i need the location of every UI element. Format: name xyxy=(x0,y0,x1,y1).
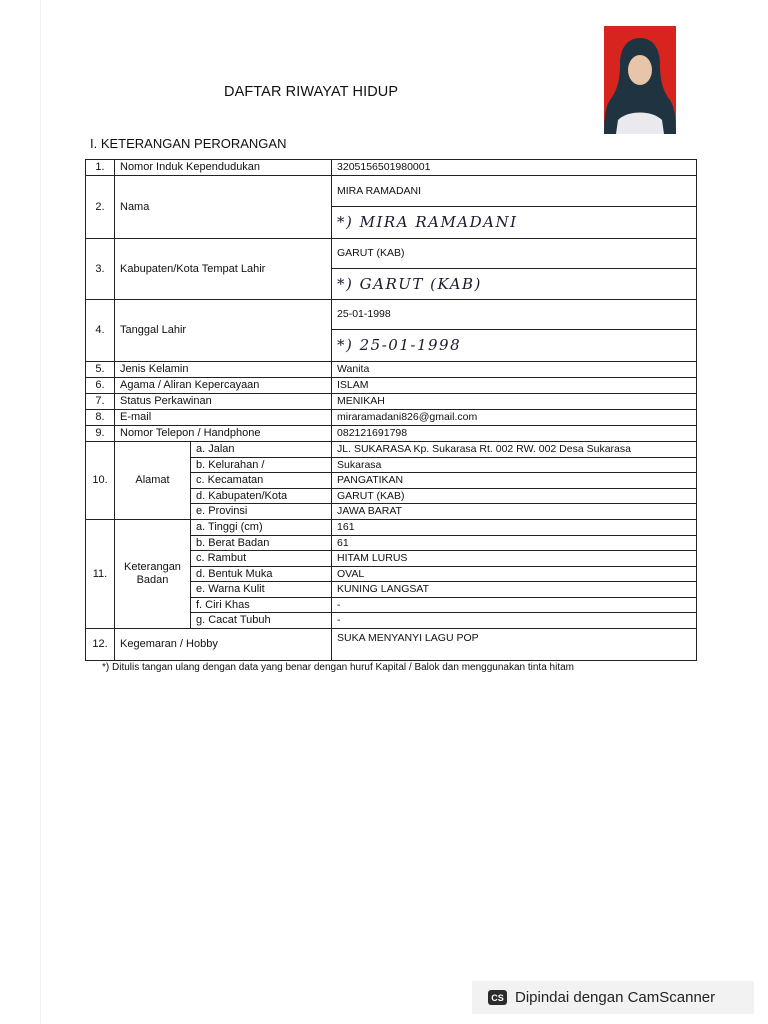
row-label: Status Perkawinan xyxy=(115,394,332,410)
table-row xyxy=(86,520,697,536)
row-label-line: Badan xyxy=(136,574,169,586)
table-row xyxy=(86,160,697,176)
religion-value: ISLAM xyxy=(332,378,697,394)
nik-value: 3205156501980001 xyxy=(332,160,697,176)
camscanner-text: Dipindai dengan CamScanner xyxy=(515,989,716,1006)
camscanner-logo-icon: CS xyxy=(488,990,507,1005)
table-row xyxy=(86,239,697,269)
table-row xyxy=(86,362,697,378)
name-value: MIRA RAMADANI xyxy=(332,176,697,207)
sub-label: d. Bentuk Muka xyxy=(191,567,332,582)
row-label: Nomor Telepon / Handphone xyxy=(115,426,332,442)
phone-value: 082121691798 xyxy=(332,426,697,442)
paper-edge xyxy=(40,0,41,1024)
province-value: JAWA BARAT xyxy=(332,504,697,520)
village-value: Sukarasa xyxy=(332,458,697,473)
table-row xyxy=(86,442,697,458)
birthplace-value: GARUT (KAB) xyxy=(332,239,697,269)
row-number: 9. xyxy=(86,426,115,442)
row-label: Alamat xyxy=(115,442,191,520)
row-label: Agama / Aliran Kepercayaan xyxy=(115,378,332,394)
sub-label: c. Kecamatan xyxy=(191,473,332,489)
street-value: JL. SUKARASA Kp. Sukarasa Rt. 002 RW. 002 Desa Sukarasa xyxy=(332,442,697,458)
birthdate-value: 25-01-1998 xyxy=(332,300,697,330)
sub-label: c. Rambut xyxy=(191,551,332,567)
row-number: 8. xyxy=(86,410,115,426)
table-row xyxy=(86,176,697,207)
gender-value: Wanita xyxy=(332,362,697,378)
sub-label: a. Jalan xyxy=(191,442,332,458)
hobby-value: SUKA MENYANYI LAGU POP xyxy=(332,629,697,661)
row-number: 1. xyxy=(86,160,115,176)
footnote: *) Ditulis tangan ulang dengan data yang benar dengan huruf Kapital / Balok dan menggunakan tinta hitam xyxy=(102,662,575,673)
row-number: 5. xyxy=(86,362,115,378)
hair-value: HITAM LURUS xyxy=(332,551,697,567)
row-number: 11. xyxy=(86,520,115,629)
row-label: E-mail xyxy=(115,410,332,426)
sub-label: e. Provinsi xyxy=(191,504,332,520)
document-title: DAFTAR RIWAYAT HIDUP xyxy=(224,84,399,100)
regency-value: GARUT (KAB) xyxy=(332,489,697,504)
row-label: Jenis Kelamin xyxy=(115,362,332,378)
sub-label: b. Kelurahan / xyxy=(191,458,332,473)
table-row xyxy=(86,394,697,410)
row-label: Kegemaran / Hobby xyxy=(115,629,332,661)
row-number: 6. xyxy=(86,378,115,394)
row-number: 2. xyxy=(86,176,115,239)
camscanner-watermark xyxy=(472,981,754,1014)
row-label: Kabupaten/Kota Tempat Lahir xyxy=(115,239,332,300)
sub-label: a. Tinggi (cm) xyxy=(191,520,332,536)
row-number: 12. xyxy=(86,629,115,661)
name-handwritten: *) MIRA RAMADANI xyxy=(332,207,697,239)
sub-label: g. Cacat Tubuh xyxy=(191,613,332,629)
row-label-line: Keterangan xyxy=(124,561,181,573)
row-number: 10. xyxy=(86,442,115,520)
personal-info-table xyxy=(85,159,697,661)
disability-value: - xyxy=(332,613,697,629)
height-value: 161 xyxy=(332,520,697,536)
district-value: PANGATIKAN xyxy=(332,473,697,489)
email-value: miraramadani826@gmail.com xyxy=(332,410,697,426)
section-title: I. KETERANGAN PERORANGAN xyxy=(90,136,287,151)
table-row xyxy=(86,629,697,661)
distinct-feature-value: - xyxy=(332,598,697,613)
row-number: 3. xyxy=(86,239,115,300)
row-label: Tanggal Lahir xyxy=(115,300,332,362)
sub-label: d. Kabupaten/Kota xyxy=(191,489,332,504)
row-number: 4. xyxy=(86,300,115,362)
sub-label: f. Ciri Khas xyxy=(191,598,332,613)
row-number: 7. xyxy=(86,394,115,410)
row-label xyxy=(115,520,191,629)
marital-status-value: MENIKAH xyxy=(332,394,697,410)
table-row xyxy=(86,378,697,394)
sub-label: b. Berat Badan xyxy=(191,536,332,551)
face-shape-value: OVAL xyxy=(332,567,697,582)
row-label: Nama xyxy=(115,176,332,239)
sub-label: e. Warna Kulit xyxy=(191,582,332,598)
profile-photo xyxy=(604,26,676,134)
birthplace-handwritten: *) GARUT (KAB) xyxy=(332,269,697,300)
row-label: Nomor Induk Kependudukan xyxy=(115,160,332,176)
birthdate-handwritten: *) 25-01-1998 xyxy=(332,330,697,362)
table-row xyxy=(86,426,697,442)
weight-value: 61 xyxy=(332,536,697,551)
table-row xyxy=(86,300,697,330)
table-row xyxy=(86,410,697,426)
skin-color-value: KUNING LANGSAT xyxy=(332,582,697,598)
